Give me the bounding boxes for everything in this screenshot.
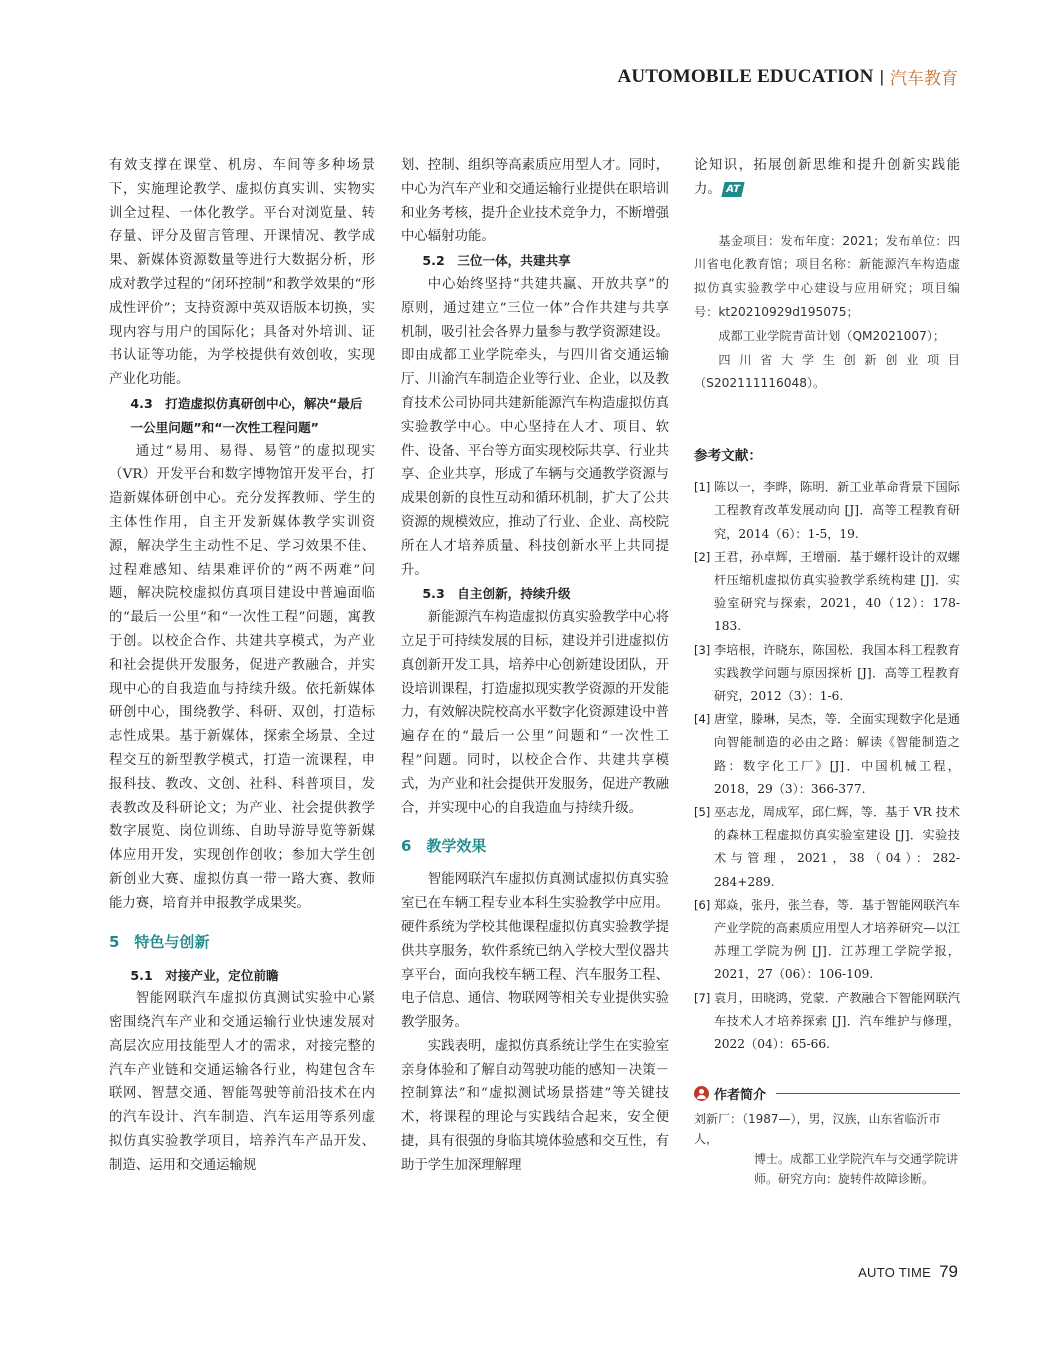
references-list [694,476,960,1056]
header-separator: | [879,66,884,86]
reference-text: 唐堂，滕琳，吴杰，等．全面实现数字化是通向智能制造的必由之路：解读《智能制造之路：数字化工厂》[J]．中国机械工程，2018，29（3）：366-377. [714,712,960,796]
column-2 [401,154,669,1178]
funding-line: 成都工业学院青苗计划（QM2021007）； [718,328,946,343]
paragraph-text: 论知识，拓展创新思维和提升创新实践能力。 [694,158,960,197]
reference-number: [6] [694,897,711,912]
divider [776,1093,960,1094]
page-number: 79 [939,1262,958,1281]
reference-number: [3] [694,642,711,657]
reference-item [694,708,960,801]
subsection-heading-4-3: 4.3 打造虚拟仿真研创中心，解决“最后一公里问题”和“一次性工程问题” [130,395,363,435]
reference-number: [1] [694,480,711,495]
reference-item [694,801,960,894]
reference-number: [4] [694,712,711,727]
column-3 [694,154,960,1189]
header-section-cn: 汽车教育 [890,69,958,89]
subsection-heading-5-2: 5.2 三位一体，共建共享 [422,253,571,269]
reference-text: 袁月，田晓鸿，党蒙．产教融合下智能网联汽车技术人才培养探索 [J]．汽车维护与修理，2022（04）：65-66. [714,990,960,1052]
reference-item [694,476,960,546]
magazine-name: AUTO TIME [858,1265,932,1280]
section-heading-6: 6 教学效果 [401,837,487,856]
paragraph: 智能网联汽车虚拟仿真测试虚拟仿真实验室已在车辆工程专业本科生实验教学中应用。硬件系统为学校其他课程虚拟仿真实验教学提供共享服务，软件系统已纳入学校大型仪器共享平台，面向我校车辆工程、汽车服务工程、电子信息、通信、物联网等相关专业提供实验教学服务。 [401,872,669,1031]
paragraph: 划、控制、组织等高素质应用型人才。同时，中心为汽车产业和交通运输行业提供在职培训和业务考核，提升企业技术竞争力，不断增强中心辐射功能。 [401,158,669,245]
reference-number: [2] [694,549,711,564]
author-bio-title: 作者简介 [714,1088,767,1104]
reference-item [694,987,960,1057]
reference-text: 郑焱，张丹，张兰春，等．基于智能网联汽车产业学院的高素质应用型人才培养研究—以江苏理工学院为例 [J]．江苏理工学院学报，2021，27（06）：106-109. [714,897,960,982]
reference-item [694,546,960,639]
funding-line: 基金项目：发布年度：2021；发布单位：四川省电化教育馆；项目名称：新能源汽车构造虚拟仿真实验教学中心建设与应用研究；项目编号：kt20210929d195075； [694,233,960,319]
paragraph: 中心始终坚持“共建共赢、开放共享”的原则，通过建立“三位一体”合作共建与共享机制，吸引社会各界力量参与教学资源建设。即由成都工业学院牵头，与四川省交通运输厅、川渝汽车制造企业等行业、企业，以及教育技术公司协同共建新能源汽车构造虚拟仿真实验教学中心。中心坚持在人才、项目、软件、设备、平台等方面实现校际共享、行业共享、企业共享，形成了车辆与交通教学资源与成果创新的良性互动和循环机制，扩大了公共资源的规模效应，推动了行业、企业、高校院所在人才培养质量、科技创新水平上共同提升。 [401,276,669,578]
reference-number: [5] [694,805,711,820]
end-mark-badge: AT [721,182,744,197]
funding-line: 四川省大学生创新创业项目（S202111116048）。 [694,352,960,391]
reference-number: [7] [694,990,711,1005]
paragraph: 实践表明，虚拟仿真系统让学生在实验室亲身体验和了解自动驾驶功能的感知－决策－控制算法”和“虚拟测试场景搭建”等关键技术，将课程的理论与实践结合起来，安全便捷，具有很强的身临其境体验感和交互性，有助于学生加深理解理 [401,1038,669,1173]
reference-text: 巫志龙，周成军，邱仁辉，等．基于 VR 技术的森林工程虚拟仿真实验室建设 [J]．实验技术与管理，2021，38（04）：282-284+289. [714,805,960,889]
author-bio-heading [694,1084,960,1103]
column-1 [109,154,375,1178]
references-title: 参考文献： [694,448,762,465]
reference-item [694,639,960,709]
funding-block [694,230,960,397]
paragraph: 有效支撑在课堂、机房、车间等多种场景下，实施理论教学、虚拟仿真实训、实物实训全过程、一体化教学。平台对浏览量、转存量、评分及留言管理、开课情况、教学成果、新媒体资源数量等进行大数据分析，形成对教学过程的“闭环控制”和教学效果的“形成性评价”；支持资源中英双语版本切换，实现内容与用户的国际化；具备对外培训、证书认证等功能，为学校提供有效创收，实现产业化功能。 [109,158,375,388]
person-icon [694,1086,709,1101]
reference-text: 陈以一，李晔，陈明．新工业革命背景下国际工程教育改革发展动向 [J]．高等工程教育研究，2014（6）：1-5，19. [714,480,960,541]
author-bio-line: 博士。成都工业学院汽车与交通学院讲师。研究方向：旋转件故障诊断。 [754,1152,959,1187]
reference-text: 李培根，许晓东，陈国松．我国本科工程教育实践教学问题与原因探析 [J]．高等工程教育研究，2012（3）：1-6. [714,642,960,703]
paragraph: 通过“易用、易得、易管”的虚拟现实（VR）开发平台和数字博物馆开发平台，打造新媒体研创中心。充分发挥教师、学生的主体性作用，自主开发新媒体教学实训资源，解决学生主动性不足、学习效果不佳、过程难感知、结果难评价的“两不两难”问题，解决院校虚拟仿真项目建设中普遍面临的“最后一公里”和“一次性工程”问题，寓教于创。以校企合作、共建共享模式，为产业和社会提供开发服务，促进产教融合，并实现中心的自我造血与持续升级。依托新媒体研创中心，围绕教学、科研、双创，打造标志性成果。基于新媒体，探索全场景、全过程交互的新型教学模式，打造一流课程，申报科技、教改、文创、社科、科普项目，发表教改及科研论文；为产业、社会提供教学数字展览、岗位训练、自助导游导览等新媒体应用开发，实现创作创收；参加大学生创新创业大赛、虚拟仿真一带一路大赛、教师能力赛，培育并申报教学成果奖。 [109,443,375,911]
subsection-heading-5-1: 5.1 对接产业，定位前瞻 [130,967,279,983]
reference-text: 王君，孙卓辉，王增丽．基于螺杆设计的双螺杆压缩机虚拟仿真实验教学系统构建 [J]．实验室研究与探索，2021，40（12）：178-183. [714,549,960,634]
author-bio [694,1109,960,1189]
author-bio-line: 刘新厂：（1987—），男，汉族，山东省临沂市人， [694,1112,941,1147]
section-heading-5: 5 特色与创新 [109,932,210,951]
header-journal-en: AUTOMOBILE EDUCATION [617,65,874,87]
running-header [617,64,958,89]
page-footer [858,1262,958,1282]
paragraph [694,154,960,202]
paragraph: 新能源汽车构造虚拟仿真实验教学中心将立足于可持续发展的目标，建设并引进虚拟仿真创新开发工具，培养中心创新建设团队，开设培训课程，打造虚拟现实教学资源的开发能力，有效解决院校高水平数字化资源建设中普遍存在的“最后一公里”问题和“一次性工程”问题。同时，以校企合作、共建共享模式，为产业和社会提供开发服务，促进产教融合，并实现中心的自我造血与持续升级。 [401,610,669,816]
subsection-heading-5-3: 5.3 自主创新，持续升级 [422,586,571,602]
reference-item [694,894,960,987]
paragraph: 智能网联汽车虚拟仿真测试实验中心紧密围绕汽车产业和交通运输行业快速发展对高层次应用技能型人才的需求，对接完整的汽车产业链和交通运输各行业，构建包含车联网、智慧交通、智能驾驶等前沿技术在内的汽车设计、汽车制造、汽车运用等系列虚拟仿真实验教学项目，培养汽车产品开发、制造、运用和交通运输规 [109,991,375,1173]
